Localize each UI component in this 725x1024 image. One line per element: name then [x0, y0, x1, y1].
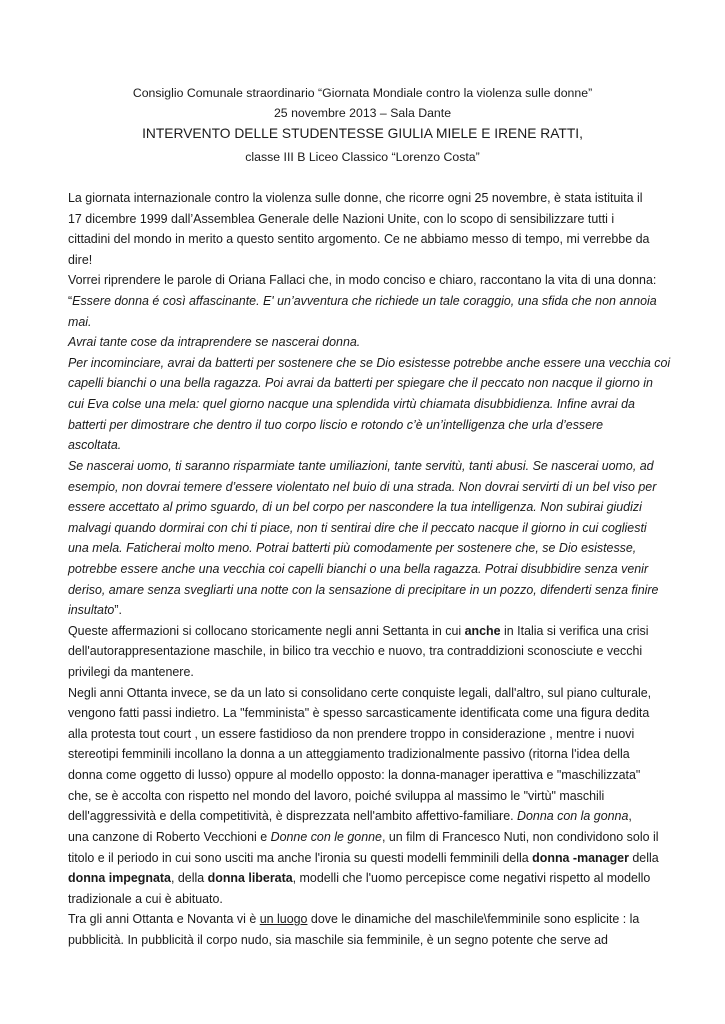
text-line: cittadini del mondo in merito a questo sentito argomento. Ce ne abbiamo messo di tempo, mi verrebbe da	[68, 232, 650, 247]
quote-line: esempio, non dovrai temere d’essere violentato nel buio di una strada. Non dovrai servirti di un bel viso per	[68, 479, 657, 494]
text-segment: della	[628, 850, 659, 865]
quote-text: insultato	[68, 603, 115, 618]
quote-mark: “	[68, 294, 73, 309]
bold-word: anche	[464, 623, 501, 638]
text-line	[68, 868, 658, 889]
quote-line: ascoltata.	[68, 438, 122, 453]
bold-phrase: donna -manager	[532, 850, 629, 865]
quote-text: Essere donna é così affascinante. E' un’avventura che richiede un tale coraggio, una sfida che non annoia	[72, 294, 657, 309]
text-line: vengono fatti passi indietro. La "femminista" è spesso sarcasticamente identificata come una figura dedita	[68, 706, 650, 721]
text-line: Negli anni Ottanta invece, se da un lato si consolidano certe conquiste legali, dall'altro, sul piano culturale,	[68, 685, 652, 700]
film-title: Donne con le gonne	[270, 829, 382, 844]
text-segment: in Italia si verifica una crisi	[500, 623, 649, 638]
text-line: pubblicità. In pubblicità il corpo nudo, sia maschile sia femminile, è un segno potente che serve ad	[68, 932, 608, 947]
text-segment: Queste affermazioni si collocano storicamente negli anni Settanta in cui	[68, 623, 465, 638]
text-segment: dell'aggressività e della competitività, è disprezzata nell'ambito affettivo-familiare.	[68, 809, 518, 824]
text-segment: dove le dinamiche del maschile\femminile sono esplicite : la	[307, 912, 640, 927]
text-segment: , della	[170, 871, 208, 886]
quote-line	[68, 291, 658, 312]
quote-line	[68, 600, 658, 621]
song-title: Donna con la gonna	[517, 809, 629, 824]
quote-close: ”.	[114, 603, 122, 618]
quote-line: malvagi quando dormirai con chi ti piace, non ti sentirai dire che il peccato nacque il giorno in cui cogliesti	[68, 520, 647, 535]
text-line: Vorrei riprendere le parole di Oriana Fallaci che, in modo conciso e chiaro, raccontano la vita di una donna:	[68, 273, 657, 288]
header-date-venue: 25 novembre 2013 – Sala Dante	[273, 106, 452, 120]
header-council-session: Consiglio Comunale straordinario “Giornata Mondiale contro la violenza sulle donne”	[132, 86, 593, 100]
text-segment: una canzone di Roberto Vecchioni e	[68, 829, 271, 844]
quote-line: cui Eva colse una mela: quel giorno nacque una splendida virtù chiamata disubbidienza. Infine avrai da	[68, 397, 635, 412]
text-line	[68, 621, 658, 642]
text-segment: titolo e il periodo in cui sono usciti ma anche l'ironia su questi modelli femminili della	[68, 850, 533, 865]
text-segment: , modelli che l'uomo percepisce come negativi rispetto al modello	[292, 871, 651, 886]
text-line: che, se è accolta con rispetto nel mondo del lavoro, poiché sviluppa al massimo le "virtù" maschili	[68, 788, 605, 803]
text-line: La giornata internazionale contro la violenza sulle donne, che ricorre ogni 25 novembre, è stata istituita il	[68, 191, 643, 205]
text-segment: Tra gli anni Ottanta e Novanta vi è	[68, 912, 260, 927]
text-line: tradizionale a cui è abituato.	[68, 891, 223, 906]
quote-line: Avrai tante cose da intraprendere se nascerai donna.	[68, 335, 361, 350]
bold-phrase: donna impegnata	[68, 871, 171, 886]
text-line: dire!	[68, 252, 93, 267]
text-line: dell'autorappresentazione maschile, in bilico tra vecchio e nuovo, tra contraddizioni sconosciute e vecchi	[68, 644, 643, 659]
underlined-phrase: un luogo	[259, 912, 308, 927]
text-line: donna come oggetto di lusso) oppure al modello opposto: la donna-manager iperattiva e "maschilizzata"	[68, 768, 641, 783]
header-title: INTERVENTO DELLE STUDENTESSE GIULIA MIELE E IRENE RATTI,	[142, 126, 583, 141]
quote-line: batterti per dimostrare che dentro il tuo corpo liscio e rotondo c’è un’intelligenza che urla d’essere	[68, 417, 604, 432]
header-class: classe III B Liceo Classico “Lorenzo Costa”	[245, 150, 480, 164]
text-line	[68, 827, 658, 848]
text-segment: ,	[628, 809, 632, 824]
text-line: alla protesta tout court , un essere fastidioso da non prendere troppo in considerazione , mentre i nuovi	[68, 726, 635, 741]
text-line	[68, 806, 658, 827]
text-line: privilegi da mantenere.	[68, 665, 194, 680]
quote-line: capelli bianchi o una bella ragazza. Poi avrai da batterti per spiegare che il peccato non nacque il giorno in	[68, 376, 653, 391]
quote-line: mai.	[68, 314, 92, 329]
quote-line: Se nascerai uomo, ti saranno risparmiate tante umiliazioni, tante servitù, tanti abusi. Se nascerai uomo, ad	[68, 458, 654, 473]
quote-line: essere accettato al primo sguardo, di un bel corpo per nascondere la tua intelligenza. Non subirai giudizi	[68, 500, 642, 515]
text-segment: , un film di Francesco Nuti, non condividono solo il	[381, 829, 659, 844]
quote-line: una mela. Faticherai molto meno. Potrai batterti più comodamente per sostenere che, se Dio esistesse,	[68, 541, 637, 556]
text-line	[68, 909, 658, 930]
document-body	[68, 188, 671, 951]
quote-line: potrebbe essere anche una vecchia coi capelli bianchi o una bella ragazza. Potrai disubbidire senza venir	[68, 561, 649, 576]
quote-line: deriso, amare senza svegliarti una notte con la sensazione di precipitare in un pozzo, difenderti senza finire	[68, 582, 659, 597]
quote-line: Per incominciare, avrai da batterti per sostenere che se Dio esistesse potrebbe anche essere una vecchia coi	[68, 355, 671, 370]
text-line	[68, 848, 658, 869]
text-line: stereotipi femminili incollano la donna a un atteggiamento tradizionalmente passivo (ritorna l'idea della	[68, 747, 630, 762]
bold-phrase: donna liberata	[207, 871, 293, 886]
text-line: 17 dicembre 1999 dall’Assemblea Generale delle Nazioni Unite, con lo scopo di sensibilizzare tutti i	[68, 211, 615, 226]
